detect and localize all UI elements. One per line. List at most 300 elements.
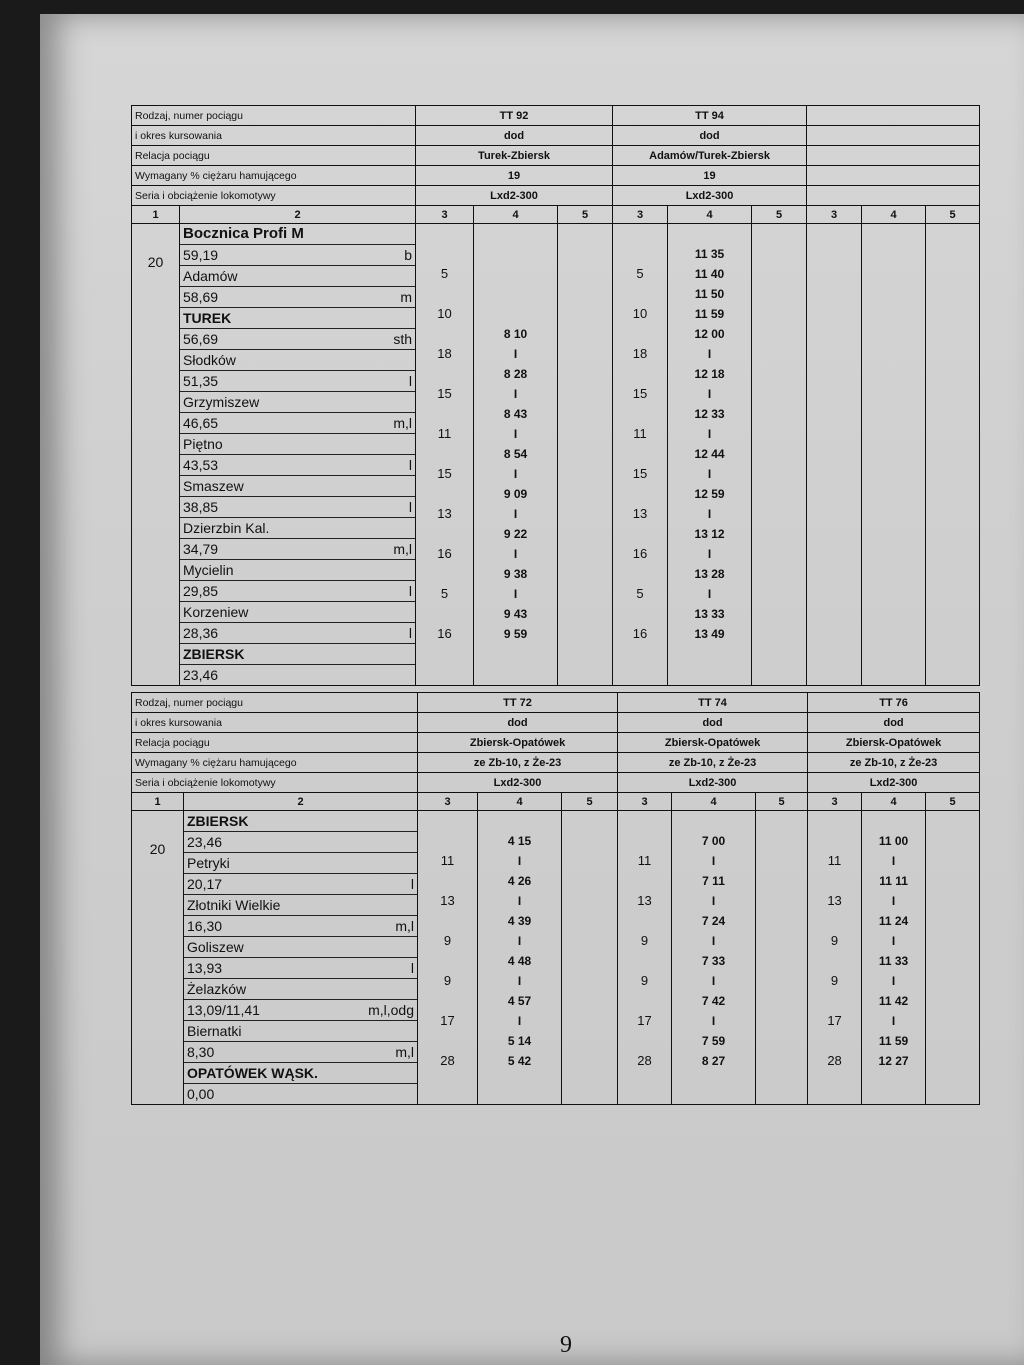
train-seria: Lxd2-300: [418, 773, 618, 793]
timetable-cell: 9 43: [503, 607, 528, 621]
train-relacja: [807, 146, 980, 166]
station-row: [180, 329, 415, 350]
station-row: [184, 1063, 417, 1084]
timetable-cell: [618, 831, 671, 851]
station-code: l: [408, 625, 413, 641]
label-rodzaj: Rodzaj, numer pociągu: [132, 693, 418, 713]
timetable-cell: 7 59: [701, 1034, 726, 1048]
station-name: 23,46: [183, 667, 219, 683]
station-code: m: [400, 289, 413, 305]
station-row: [184, 853, 417, 874]
station-name: 43,53: [183, 457, 219, 473]
station-row: [180, 308, 415, 329]
station-code: l: [408, 499, 413, 515]
train-name: TT 92: [416, 106, 613, 126]
train-1-col3: [416, 224, 474, 686]
timetable-cell: [416, 404, 473, 424]
station-name: 16,30: [187, 918, 223, 934]
timetable-cell: 4 48: [507, 954, 532, 968]
timetable-cell: 13 33: [694, 607, 725, 621]
train-3-col5: [926, 224, 980, 686]
train-seria: Lxd2-300: [613, 186, 807, 206]
line-number: 20: [132, 224, 180, 686]
label-okres: i okres kursowania: [132, 126, 416, 146]
station-row: [184, 1000, 417, 1021]
col-num: 4: [478, 793, 562, 811]
train-3-col4: [862, 811, 926, 1105]
station-name: Mycielin: [183, 562, 234, 578]
timetable-cell: 10: [437, 306, 452, 321]
timetable-cell: 13: [632, 506, 648, 521]
timetable-cell: 11 24: [878, 914, 909, 928]
train-3-col3: [807, 224, 862, 686]
timetable-cell: [668, 644, 751, 664]
timetable-cell: I: [707, 507, 712, 521]
timetable-cell: [416, 444, 473, 464]
train-2-col5: [752, 224, 807, 686]
timetable-cell: [618, 1031, 671, 1051]
station-row: [180, 245, 415, 266]
timetable-cell: I: [891, 934, 896, 948]
timetable-cell: [613, 524, 667, 544]
station-code: l: [410, 960, 415, 976]
timetable-cell: 9: [443, 933, 452, 948]
timetable-cell: [808, 1031, 861, 1051]
timetable-cell: [613, 224, 667, 244]
col-num: 4: [672, 793, 756, 811]
timetable-cell: [808, 871, 861, 891]
station-row: [180, 602, 415, 623]
station-code: b: [404, 247, 413, 263]
train-name: TT 94: [613, 106, 807, 126]
station-code: l: [408, 583, 413, 599]
timetable-cell: 15: [632, 466, 648, 481]
col-num: 4: [474, 206, 558, 224]
train-relacja: Adamów/Turek-Zbiersk: [613, 146, 807, 166]
station-row: [180, 665, 415, 685]
col-num: 5: [752, 206, 807, 224]
train-seria: Lxd2-300: [808, 773, 980, 793]
station-column: [180, 224, 416, 686]
timetable-cell: 7 33: [701, 954, 726, 968]
timetable-cell: 11 40: [694, 267, 725, 281]
train-wymagany: ze Zb-10, z Że-23: [808, 753, 980, 773]
train-2-col4: [672, 811, 756, 1105]
col-num: 5: [558, 206, 613, 224]
train-relacja: Zbiersk-Opatówek: [618, 733, 808, 753]
timetable-cell: 8 27: [701, 1054, 726, 1068]
station-row: [180, 350, 415, 371]
station-code: m,l: [393, 541, 413, 557]
timetable-cell: [618, 811, 671, 831]
timetable-cell: 16: [437, 626, 452, 641]
station-name: 56,69: [183, 331, 219, 347]
timetable-cell: I: [711, 1014, 716, 1028]
train-okres: dod: [416, 126, 613, 146]
timetable-cell: 13: [437, 506, 452, 521]
station-row: [180, 266, 415, 287]
station-name: 13,93: [187, 960, 223, 976]
timetable-cell: 28: [827, 1053, 842, 1068]
timetable-cell: I: [711, 894, 716, 908]
train-wymagany: [807, 166, 980, 186]
timetable-cell: I: [517, 934, 522, 948]
station-name: ZBIERSK: [183, 646, 245, 662]
timetable-cell: [416, 644, 473, 664]
train-1-col3: [418, 811, 478, 1105]
timetable-cell: 11: [633, 426, 647, 441]
timetable-cell: 5 14: [507, 1034, 532, 1048]
timetable-cell: 9: [830, 973, 839, 988]
train-name: TT 76: [808, 693, 980, 713]
station-name: 59,19: [183, 247, 219, 263]
timetable-cell: 28: [637, 1053, 652, 1068]
col-num: 3: [418, 793, 478, 811]
timetable-cell: 18: [632, 346, 648, 361]
timetable-cell: 5 42: [507, 1054, 532, 1068]
timetable-cell: 12 59: [694, 487, 725, 501]
station-name: Adamów: [183, 268, 238, 284]
train-relacja: Zbiersk-Opatówek: [808, 733, 980, 753]
timetable-cell: [416, 364, 473, 384]
col-num: 4: [862, 206, 926, 224]
timetable-cell: 11 00: [878, 834, 909, 848]
train-name: [807, 106, 980, 126]
station-name: Grzymiszew: [183, 394, 260, 410]
station-row: [180, 224, 415, 245]
timetable-cell: [808, 1071, 861, 1091]
timetable-cell: 9 22: [503, 527, 528, 541]
timetable-cell: [416, 564, 473, 584]
station-name: 28,36: [183, 625, 219, 641]
station-name: Żelazków: [187, 981, 247, 997]
timetable-cell: I: [711, 854, 716, 868]
timetable-cell: I: [711, 934, 716, 948]
timetable-cell: 8 10: [503, 327, 528, 341]
label-relacja: Relacja pociągu: [132, 146, 416, 166]
station-row: [180, 497, 415, 518]
timetable-cell: I: [517, 854, 522, 868]
train-okres: dod: [613, 126, 807, 146]
timetable-cell: 11 33: [878, 954, 909, 968]
col-num: 5: [756, 793, 808, 811]
timetable-cell: 11: [437, 426, 452, 441]
timetable-cell: I: [513, 587, 518, 601]
station-row: [180, 413, 415, 434]
train-3-col3: [808, 811, 862, 1105]
train-okres: dod: [808, 713, 980, 733]
timetable-cell: 11: [637, 853, 652, 868]
timetable-cell: [418, 991, 477, 1011]
timetable-cell: I: [891, 854, 896, 868]
station-row: [184, 916, 417, 937]
train-2-col5: [756, 811, 808, 1105]
station-name: 51,35: [183, 373, 219, 389]
timetable-cell: 16: [632, 546, 648, 561]
station-name: TUREK: [183, 310, 232, 326]
timetable-cell: I: [513, 347, 518, 361]
station-row: [180, 455, 415, 476]
timetable-cell: I: [513, 467, 518, 481]
timetable-cell: 8 54: [503, 447, 528, 461]
timetable-cell: [418, 871, 477, 891]
timetable-cell: [668, 224, 751, 244]
train-okres: dod: [618, 713, 808, 733]
timetable-cell: 4 15: [507, 834, 532, 848]
timetable-cell: [613, 404, 667, 424]
station-name: Goliszew: [187, 939, 244, 955]
timetable-cell: 13: [440, 893, 455, 908]
timetable-cell: [418, 911, 477, 931]
timetable-cell: 11 59: [878, 1034, 909, 1048]
col-num: 3: [807, 206, 862, 224]
timetable-cell: 5: [636, 586, 644, 601]
timetable-cell: 7 11: [702, 874, 725, 888]
train-okres: dod: [418, 713, 618, 733]
timetable-cell: I: [513, 547, 518, 561]
timetable-cell: I: [513, 427, 518, 441]
timetable-cell: [416, 524, 473, 544]
timetable-cell: [808, 951, 861, 971]
timetable-cell: 7 24: [701, 914, 726, 928]
timetable-cell: I: [707, 587, 712, 601]
station-name: Korzeniew: [183, 604, 249, 620]
train-1-col5: [558, 224, 613, 686]
timetable-cell: [474, 224, 557, 244]
timetable-cell: [862, 1071, 925, 1091]
timetable-cell: 8 43: [503, 407, 528, 421]
timetable-cell: I: [707, 427, 712, 441]
train-seria: Lxd2-300: [416, 186, 613, 206]
train-wymagany: 19: [613, 166, 807, 186]
col-num: 4: [668, 206, 752, 224]
train-okres: [807, 126, 980, 146]
timetable-cell: 5: [636, 266, 644, 281]
timetable-cell: [613, 444, 667, 464]
station-row: [180, 644, 415, 665]
timetable-cell: [416, 324, 473, 344]
train-3-col5: [926, 811, 980, 1105]
timetable-cell: 11: [440, 853, 455, 868]
station-name: 34,79: [183, 541, 219, 557]
timetable-cell: I: [707, 547, 712, 561]
timetable-cell: [416, 224, 473, 244]
col-num: 3: [613, 206, 668, 224]
timetable-cell: 9: [640, 973, 649, 988]
train-2-col4: [668, 224, 752, 686]
label-seria: Seria i obciążenie lokomotywy: [132, 186, 416, 206]
station-row: [184, 832, 417, 853]
station-row: [180, 623, 415, 644]
timetable-cell: [613, 644, 667, 664]
label-relacja: Relacja pociągu: [132, 733, 418, 753]
train-name: TT 72: [418, 693, 618, 713]
timetable-cell: 13 28: [694, 567, 725, 581]
station-name: 13,09/11,41: [187, 1002, 260, 1018]
timetable-cell: [418, 831, 477, 851]
timetable-cell: 9 38: [503, 567, 528, 581]
station-name: Bocznica Profi M: [183, 225, 304, 242]
timetable-cell: [613, 284, 667, 304]
timetable-cell: I: [517, 974, 522, 988]
train-3-col4: [862, 224, 926, 686]
train-wymagany: ze Zb-10, z Że-23: [418, 753, 618, 773]
station-name: 8,30: [187, 1044, 215, 1060]
timetable-cell: 10: [632, 306, 648, 321]
timetable-cell: [613, 564, 667, 584]
station-row: [184, 937, 417, 958]
timetable-cell: 5: [440, 266, 449, 281]
timetable-cell: 12 00: [694, 327, 725, 341]
timetable-cell: 9 59: [503, 627, 528, 641]
station-name: ZBIERSK: [187, 813, 249, 829]
col-num: 1: [132, 206, 180, 224]
timetable-cell: I: [891, 894, 896, 908]
station-code: m,l,odg: [368, 1002, 415, 1018]
timetable-cell: 17: [827, 1013, 842, 1028]
station-row: [180, 539, 415, 560]
timetable-cell: [418, 1031, 477, 1051]
col-num: 2: [184, 793, 418, 811]
timetable-cell: 11: [827, 853, 842, 868]
station-row: [180, 287, 415, 308]
timetable-cell: 12 18: [694, 367, 725, 381]
timetable-cell: [418, 1071, 477, 1091]
col-num: 3: [618, 793, 672, 811]
timetable-cell: [613, 604, 667, 624]
station-row: [180, 581, 415, 602]
timetable-cell: 4 39: [507, 914, 532, 928]
timetable-cell: 5: [440, 586, 449, 601]
timetable-cell: [474, 304, 557, 324]
col-num: 5: [926, 793, 980, 811]
timetable-cell: I: [891, 1014, 896, 1028]
station-row: [184, 1042, 417, 1063]
timetable-cell: I: [707, 387, 712, 401]
train-seria: Lxd2-300: [618, 773, 808, 793]
station-row: [180, 518, 415, 539]
station-code: l: [408, 457, 413, 473]
station-name: 20,17: [187, 876, 223, 892]
timetable-cell: [613, 484, 667, 504]
station-code: l: [410, 876, 415, 892]
timetable-cell: [672, 1071, 755, 1091]
train-name: TT 74: [618, 693, 808, 713]
station-name: Petryki: [187, 855, 230, 871]
timetable-cell: [808, 831, 861, 851]
timetable-cell: I: [891, 974, 896, 988]
timetable-cell: [613, 364, 667, 384]
timetable-cell: [618, 991, 671, 1011]
timetable-cell: 4 26: [507, 874, 532, 888]
label-seria: Seria i obciążenie lokomotywy: [132, 773, 418, 793]
timetable-cell: 9: [830, 933, 839, 948]
timetable-cell: [618, 871, 671, 891]
timetable-cell: 9: [640, 933, 649, 948]
timetable-cell: [474, 264, 557, 284]
station-code: m,l: [395, 918, 415, 934]
station-row: [180, 560, 415, 581]
timetable-cell: [474, 284, 557, 304]
station-name: Słodków: [183, 352, 236, 368]
timetable-cell: I: [711, 974, 716, 988]
train-wymagany: 19: [416, 166, 613, 186]
timetable-cell: [474, 244, 557, 264]
timetable-cell: 18: [437, 346, 452, 361]
station-name: 58,69: [183, 289, 219, 305]
col-num: 5: [926, 206, 980, 224]
timetable-cell: 13: [827, 893, 842, 908]
timetable-cell: 11 50: [694, 287, 725, 301]
timetable-cell: [416, 244, 473, 264]
timetable-cell: [808, 911, 861, 931]
timetable-cell: 13: [637, 893, 652, 908]
label-rodzaj: Rodzaj, numer pociągu: [132, 106, 416, 126]
timetable-cell: 12 44: [694, 447, 725, 461]
col-num: 4: [862, 793, 926, 811]
timetable-cell: 28: [440, 1053, 455, 1068]
station-row: [184, 1084, 417, 1104]
timetable-cell: 11 35: [694, 247, 725, 261]
timetable-1: [131, 105, 980, 686]
timetable-cell: 7 00: [701, 834, 726, 848]
timetable-cell: I: [513, 507, 518, 521]
col-num: 5: [562, 793, 618, 811]
timetable-cell: 8 28: [503, 367, 528, 381]
timetable-cell: [618, 1071, 671, 1091]
train-1-col4: [474, 224, 558, 686]
label-wymagany: Wymagany % ciężaru hamującego: [132, 753, 418, 773]
station-name: Smaszew: [183, 478, 244, 494]
timetable-cell: 15: [437, 386, 452, 401]
timetable-cell: 13 12: [694, 527, 725, 541]
station-name: Dzierzbin Kal.: [183, 520, 270, 536]
col-num: 3: [416, 206, 474, 224]
station-row: [184, 958, 417, 979]
timetable-cell: [474, 644, 557, 664]
station-name: Biernatki: [187, 1023, 242, 1039]
station-name: Złotniki Wielkie: [187, 897, 281, 913]
timetable-cell: [416, 284, 473, 304]
timetable-cell: [613, 324, 667, 344]
timetable-cell: 17: [440, 1013, 455, 1028]
timetable-cell: 9: [443, 973, 452, 988]
station-row: [184, 811, 417, 832]
timetable-cell: I: [707, 467, 712, 481]
train-2-col3: [613, 224, 668, 686]
timetable-cell: [808, 811, 861, 831]
timetable-cell: [618, 911, 671, 931]
station-code: sth: [393, 331, 413, 347]
train-seria: [807, 186, 980, 206]
timetable-cell: [618, 951, 671, 971]
timetable-cell: 12 33: [694, 407, 725, 421]
timetable-cell: 12 27: [878, 1054, 909, 1068]
timetable-cell: 17: [637, 1013, 652, 1028]
station-row: [180, 434, 415, 455]
station-row: [180, 392, 415, 413]
train-wymagany: ze Zb-10, z Że-23: [618, 753, 808, 773]
station-row: [180, 371, 415, 392]
station-name: 0,00: [187, 1086, 215, 1102]
station-name: 46,65: [183, 415, 219, 431]
timetable-cell: 16: [632, 626, 648, 641]
timetable-cell: 11 11: [879, 874, 908, 888]
station-name: OPATÓWEK WĄSK.: [187, 1065, 318, 1081]
timetable-cell: I: [513, 387, 518, 401]
station-code: m,l: [395, 1044, 415, 1060]
station-name: 23,46: [187, 834, 223, 850]
